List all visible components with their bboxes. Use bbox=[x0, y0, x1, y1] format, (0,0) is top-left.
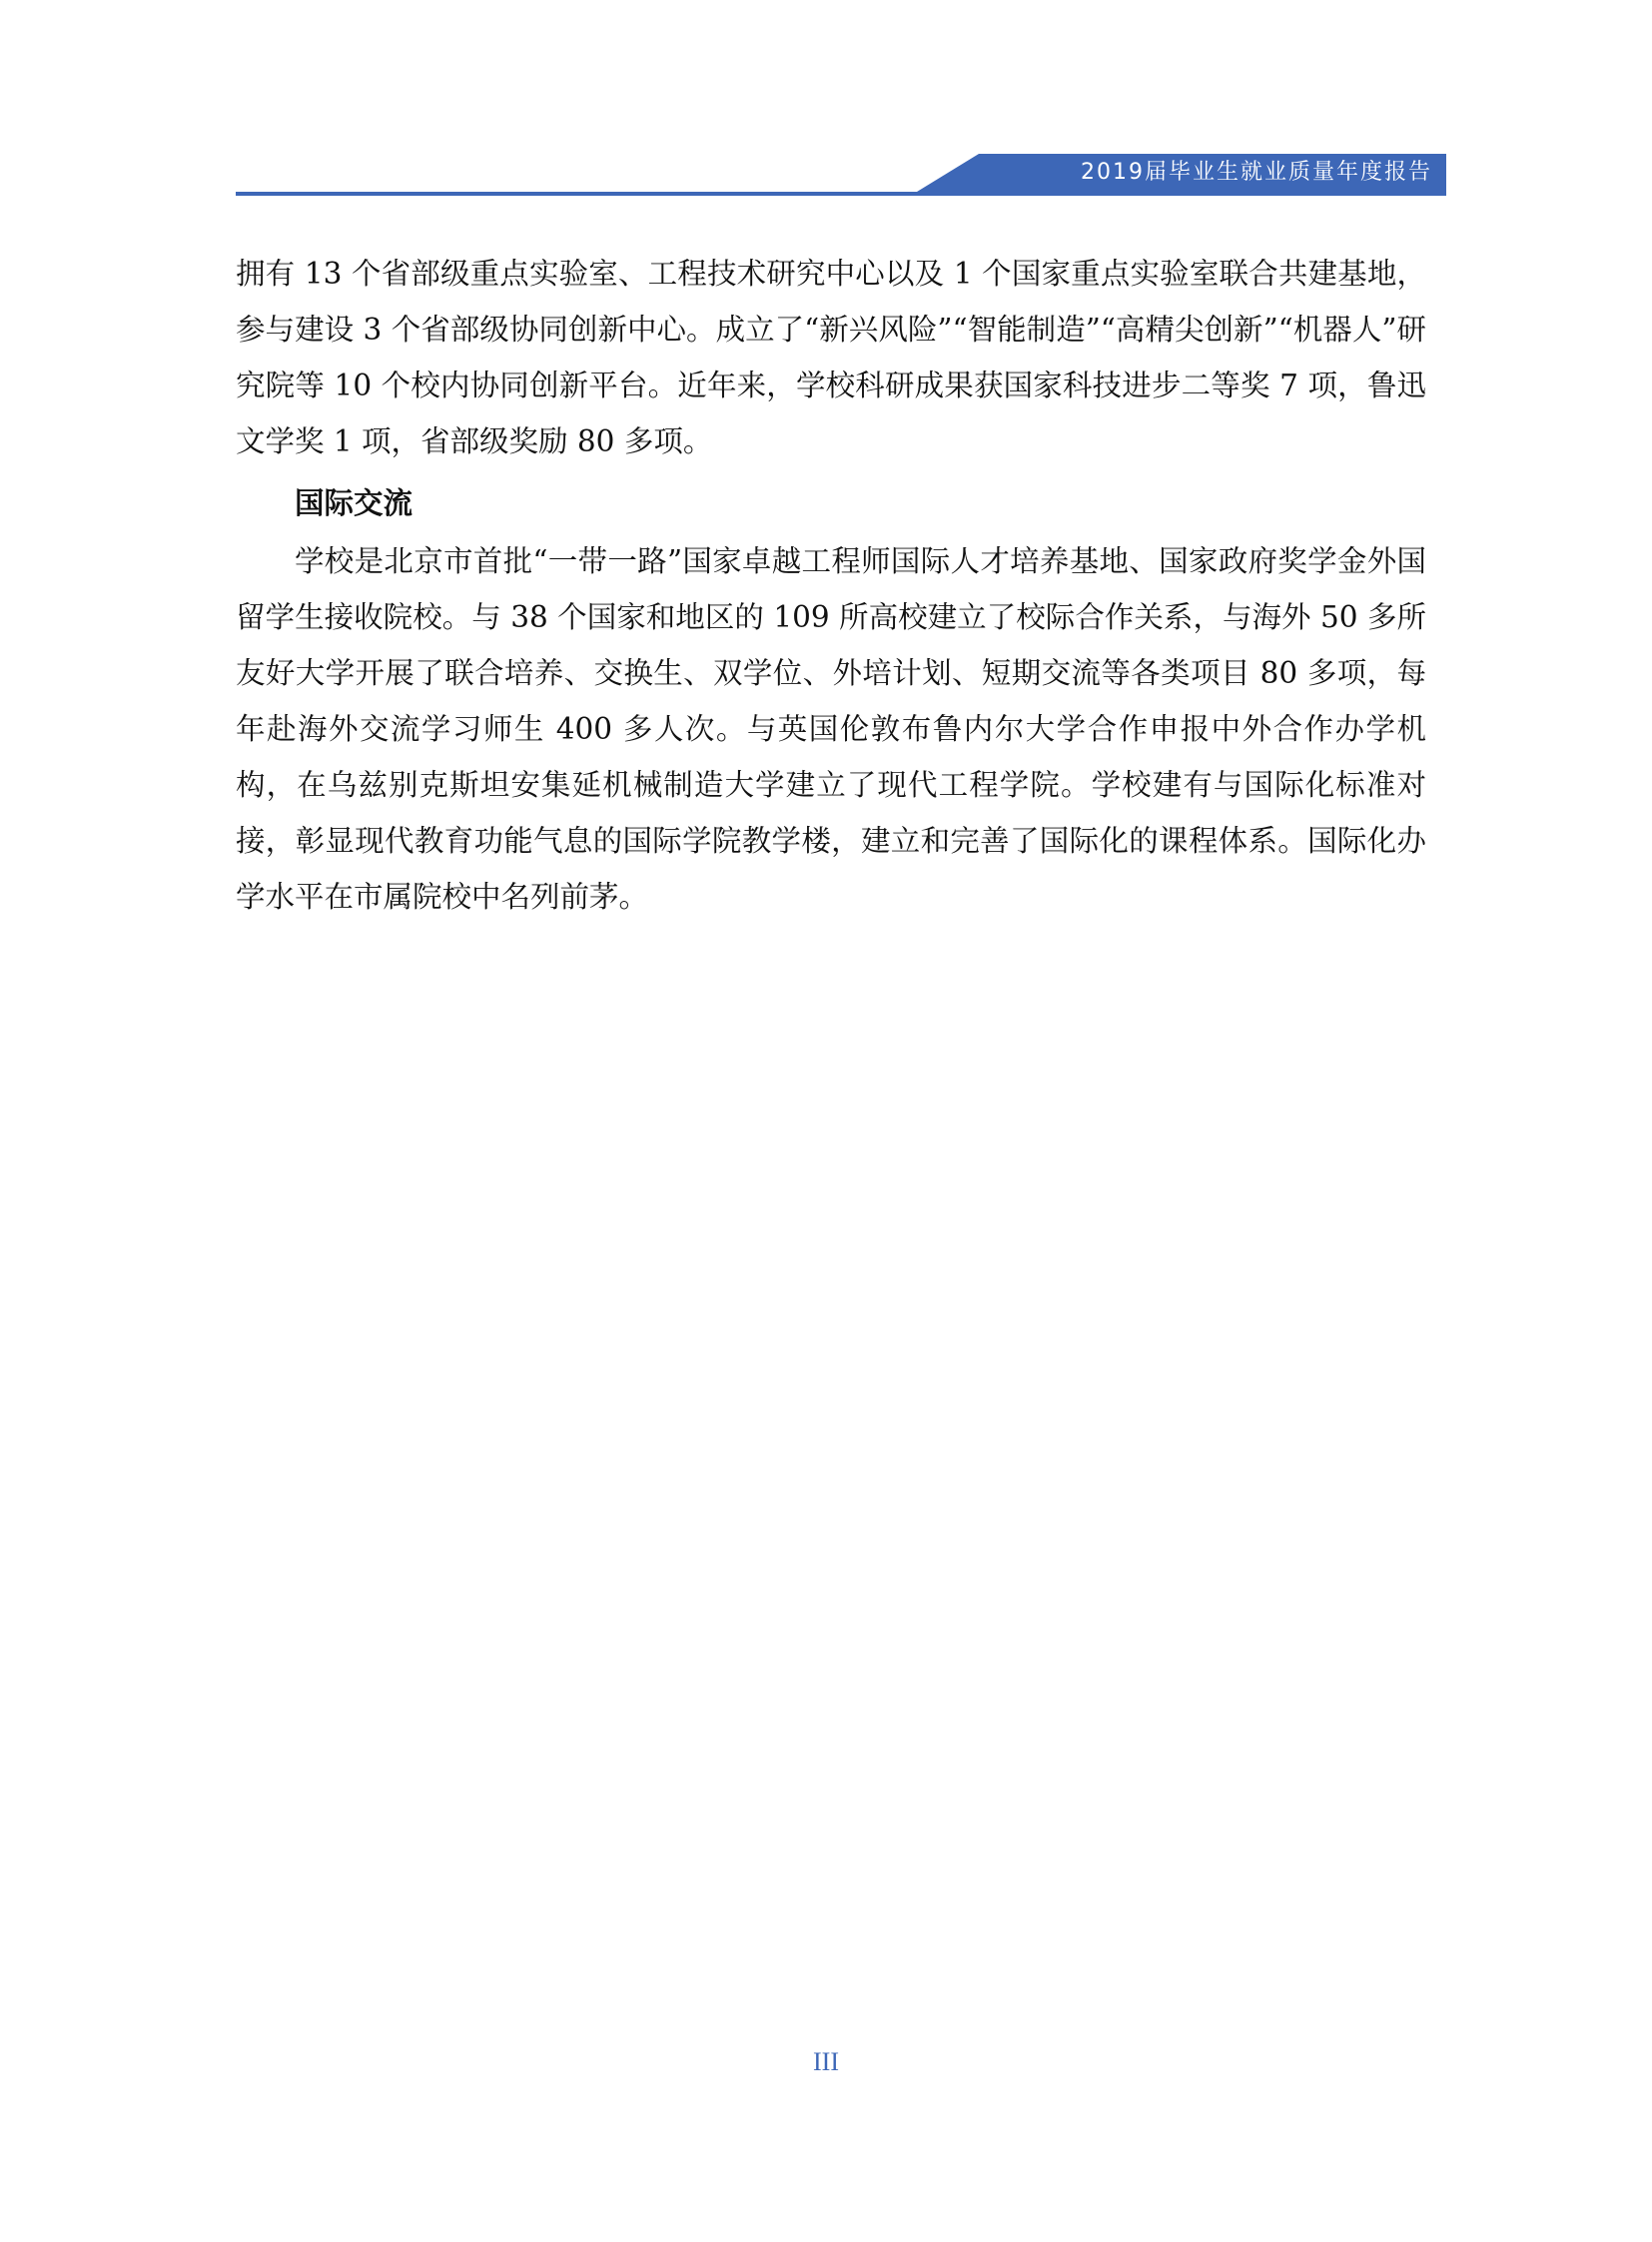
section-heading-international: 国际交流 bbox=[295, 485, 413, 520]
header-rule bbox=[236, 192, 1446, 196]
header-title: 2019届毕业生就业质量年度报告 bbox=[1081, 160, 1432, 185]
paragraph-research: 拥有 13 个省部级重点实验室、工程技术研究中心以及 1 个国家重点实验室联合共建基地，参与建设 3 个省部级协同创新中心。成立了“新兴风险”“智能制造”“高精尖创新”“机器人”研究院等 10 个校内协同创新平台。近年来，学校科研成果获国家科技进步二等奖 7 项，鲁迅文学奖 1 项，省部级奖励 80 多项。 bbox=[236, 257, 1426, 458]
paragraph-international: 学校是北京市首批“一带一路”国家卓越工程师国际人才培养基地、国家政府奖学金外国留学生接收院校。与 38 个国家和地区的 109 所高校建立了校际合作关系，与海外 50 多所友好大学开展了联合培养、交换生、双学位、外培计划、短期交流等各类项目 80 多项，每年赴海外交流学习师生 400 多人次。与英国伦敦布鲁内尔大学合作申报中外合作办学机构，在乌兹别克斯坦安集延机械制造大学建立了现代工程学院。学校建有与国际化标准对接，彰显现代教育功能气息的国际学院教学楼，建立和完善了国际化的课程体系。国际化办学水平在市属院校中名列前茅。 bbox=[236, 544, 1426, 914]
page-number: III bbox=[813, 2047, 839, 2076]
body-content bbox=[236, 246, 1426, 929]
